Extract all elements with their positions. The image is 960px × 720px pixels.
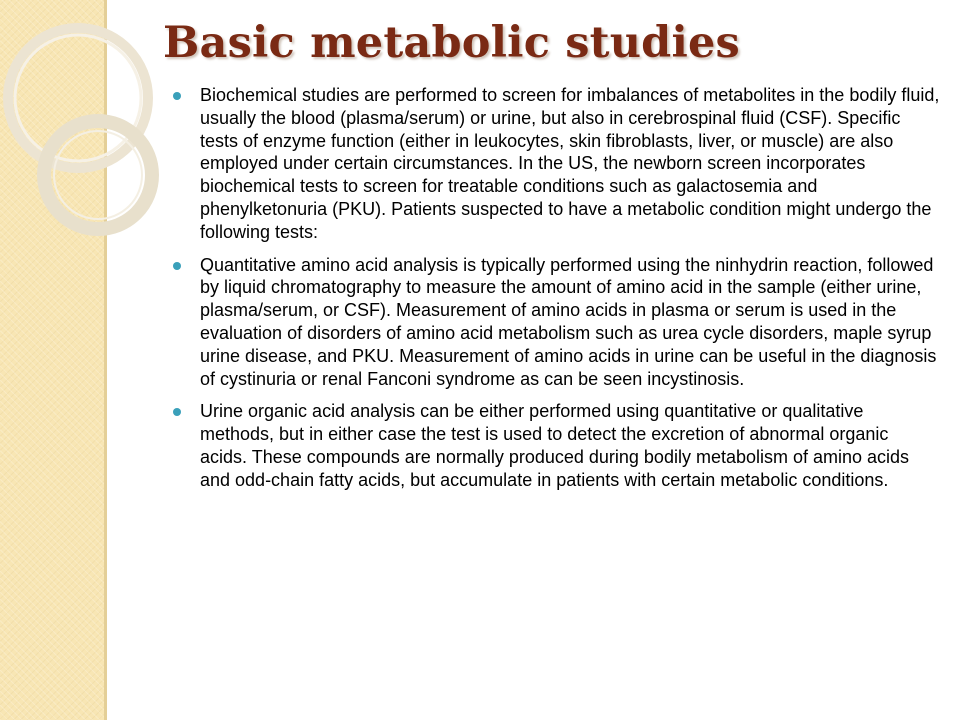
decorative-ring-small (44, 121, 152, 229)
bullet-text: Biochemical studies are performed to screen for imbalances of metabolites in the bodily fluid, usually the blood (plasma/serum) or urine, but also in cerebrospinal fluid (CSF). Specific tests of enzyme function (either in leukocytes, skin fibroblasts, liver, or muscle) are also employed under certain circumstances. In the US, the newborn screen incorporates biochemical tests to screen for treatable conditions such as galactosemia and phenylketonuria (PKU). Patients suspected to have a metabolic condition might undergo the following tests: (200, 85, 940, 242)
bullet-item (170, 84, 940, 244)
decorative-ring-large (8, 28, 148, 168)
bullet-text: Urine organic acid analysis can be either performed using quantitative or qualitative methods, but in either case the test is used to detect the excretion of abnormal organic acids. These compounds are normally produced during bodily metabolism of amino acids and odd-chain fatty acids, but accumulate in patients with certain metabolic conditions. (200, 401, 910, 490)
bullet-list (170, 84, 940, 502)
decorative-ring-small-inner (54, 131, 142, 219)
bullet-item (170, 400, 940, 491)
bullet-text: Quantitative amino acid analysis is typically performed using the ninhydrin reaction, followed by liquid chromatography to measure the amount of amino acid in the sample (either urine, plasma/serum, or CSF). Measurement of amino acids in plasma or serum is used in the evaluation of disorders of amino acid metabolism such as urea cycle disorders, maple syrup urine disease, and PKU. Measurement of amino acids in urine can be useful in the diagnosis of cystinuria or renal Fanconi syndrome as can be seen incystinosis. (200, 254, 937, 389)
decorative-ring-large-inner (15, 35, 141, 161)
slide-title: Basic metabolic studies (163, 18, 740, 68)
bullet-dot-icon (173, 408, 181, 416)
bullet-item (170, 254, 940, 391)
bullet-dot-icon (173, 92, 181, 100)
bullet-dot-icon (173, 262, 181, 270)
